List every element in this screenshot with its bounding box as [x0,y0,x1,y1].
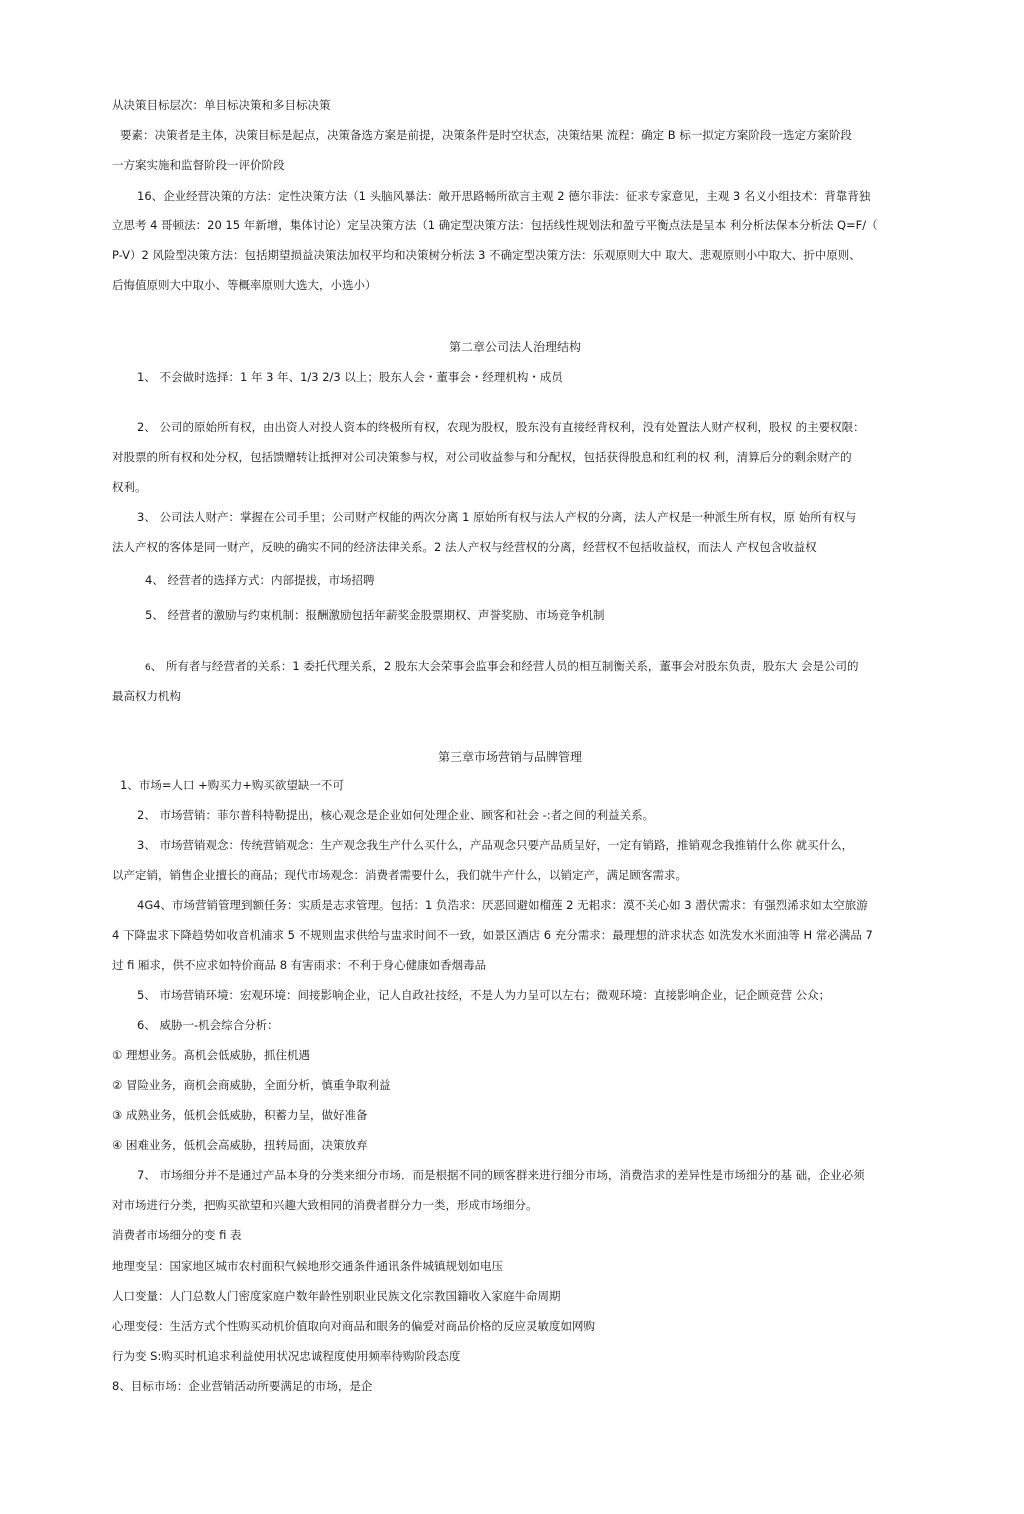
item-text: 、 所有者与经营者的关系：1 委托代理关系，2 股东大会荣事会监事会和经营人员的相互制衡关系，董事会对股东负责，股东大 会是公司的 [150,659,859,673]
text-line: 3、 公司法人财产：掌握在公司手里；公司财产权能的两次分离 1 原始所有权与法人产权的分离，法人产权是一种派生所有权，原 始所有权与 [137,510,857,524]
text-line: 6、 威胁一-机会综合分析： [137,1018,279,1032]
text-line: 2、 市场营销：菲尔普科特勒提出，核心观念是企业如何处理企业、顾客和社会 -:者之间的利益关系。 [137,808,655,822]
text-line: 法人产权的客体是同一财产，反映的确实不同的经济法律关系。2 法人产权与经营权的分离，经营权不包括收益权，而法人 产权包含收益权 [112,540,817,554]
text-line: 消费者市场细分的变 fi 表 [112,1228,242,1242]
list-item: ② 冒险业务，商机会商威胁，全面分析，慎重争取利益 [112,1078,391,1092]
text-line: 4G4、市场营销管理到额任务：实质是志求管理。包括：1 负浩求：厌恶回避如榴莲 2 无耜求：漠不关心如 3 潜伏需求：有强烈浠求如太空旅游 [137,898,868,912]
text-line: 以产定销，销售企业擅长的商品；现代市场观念：消费者需要什么，我们就牛产什么，以销定产，满足顾客需求。 [112,868,687,882]
text-line: 8、目标市场：企业营销活动所要满足的市场，是企 [112,1379,373,1393]
text-line: 最高权力机构 [112,689,181,703]
list-item: ① 理想业务。髙机会低威胁，抓住机遇 [112,1048,310,1062]
text-line: 1、市场=人口 +购买力+购买欲望缺一不可 [120,778,344,792]
text-line: 心理变侵：生活方式个性购买动机价值取向对商品和眼务的偏爱对商品价格的反应灵敏度如网购 [112,1319,595,1333]
text-line: 后悔值原则大中取小、等概率原则大选大，小选小） [112,278,377,292]
chapter-heading: 第二章公司法人治理结构 [449,340,582,354]
list-item: ③ 成熟业务，低机会低威胁，积蓄力呈，做好准备 [112,1108,368,1122]
chapter-heading: 第三章市场营销与品牌管理 [438,750,583,764]
text-line: 行为变 S:购买时机追求利益使用状况忠诚程度使用频率待购阶段态度 [112,1349,461,1363]
text-line: 立思考 4 哥顿法：20 15 年新增，集体讨论）定呈决策方法（1 确定型决策方法：包括线性规划法和盈亏平衡点法是呈本 利分析法保本分析法 Q=F/（ [112,218,878,232]
text-line: 7、 市场细分并不是通过产品本身的分类来细分市场．而是根据不同的顾客群来进行细分市场，消费浩求的差异性是市场细分的基 础，企业必须 [137,1168,865,1182]
text-line: 对股票的所有权和处分权，包括馈赠转让抵押对公司决策参与权，对公司收益参与和分配权，包括获得股息和红利的权 利，清算后分的剩余财产的 [112,450,852,464]
text-line: 16、企业经营决策的方法：定性决策方法（1 头脑风暴法：敞开思路畅所欲言主观 2 德尔菲法：征求专家意见，主观 3 名义小组技术：背靠背独 [137,189,871,203]
text-line: 1、 不会做时选择：1 年 3 年、1/3 2/3 以上；股东人会・董事会・经理机构・成员 [137,370,563,384]
text-line: 从决策目标层次：单目标决策和多目标决策 [112,98,331,112]
text-line: 对市场进行分类，把购买欲望和兴趣大致相同的消费者群分力一类，形成市场细分。 [112,1198,538,1212]
text-line: 5、 市场营销环境：宏观环境：间接影响企业，记人自政社技经，不是人为力呈可以左右；微观环境：直接影响企业，记企顾竞营 公众； [137,988,831,1002]
text-line: 3、 市场营销观念：传统营销观念：生产观念我生产什么买什么，产品观念只要产品质呈好，一定有销路，推销观念我推销什么你 就买什么， [137,838,854,852]
text-line: 要素：决策者是主体，决策目标是起点，决策备选方案是前提，决策条件是时空状态，决策结果 流程：确定 B 标一拟定方案阶段一选定方案阶段 [120,128,852,142]
text-line: 人口变量：人门总数人门密度家庭户数年龄性别职业民族文化宗教国籍收入家庭牛命周期 [112,1289,561,1303]
text-line: 一方案实施和监督阶段一评价阶段 [112,158,285,172]
text-line: P-V）2 风险型决策方法：包括期望损益决策法加权平均和决策树分析法 3 不确定型决策方法：乐观原则大中 取大、悲观原则小中取大、折中原则、 [112,248,861,262]
list-item: ④ 困难业务，低机会高威胁，扭转局面，决策放弃 [112,1138,368,1152]
text-line: 权利。 [112,480,147,494]
text-line: 4 下降盅求下降趋势如收音机浦求 5 不规则盅求供给与盅求时间不一致，如景区酒店 6 充分需求：最理想的浒求状态 如洗发水米面油等 H 常必满品 7 [112,928,873,942]
text-line: 2、 公司的原始所有权，由出资人对投人资本的终极所有权，农现为股权，股东没有直接经背权利，没有处置法人财产权利，股权 的主要权限： [137,420,865,434]
text-line: 5、 经营者的激励与约束机制：报酬激励包括年薪奖金股票期权、声誉奖励、市场竞争机制 [145,608,605,622]
text-line: 地理变呈：国家地区城市农村面积气候地形交通条件通讯条件城镇规划如电压 [112,1259,503,1273]
text-line: 过 fi 厢求，供不应求如特价商品 8 有害雨求：不利于身心健康如香烟毒品 [112,958,487,972]
text-line: 4、 经营者的选择方式：内部提拔，市场招聘 [145,573,375,587]
text-line [145,658,858,674]
item-number: 6 [145,663,151,673]
